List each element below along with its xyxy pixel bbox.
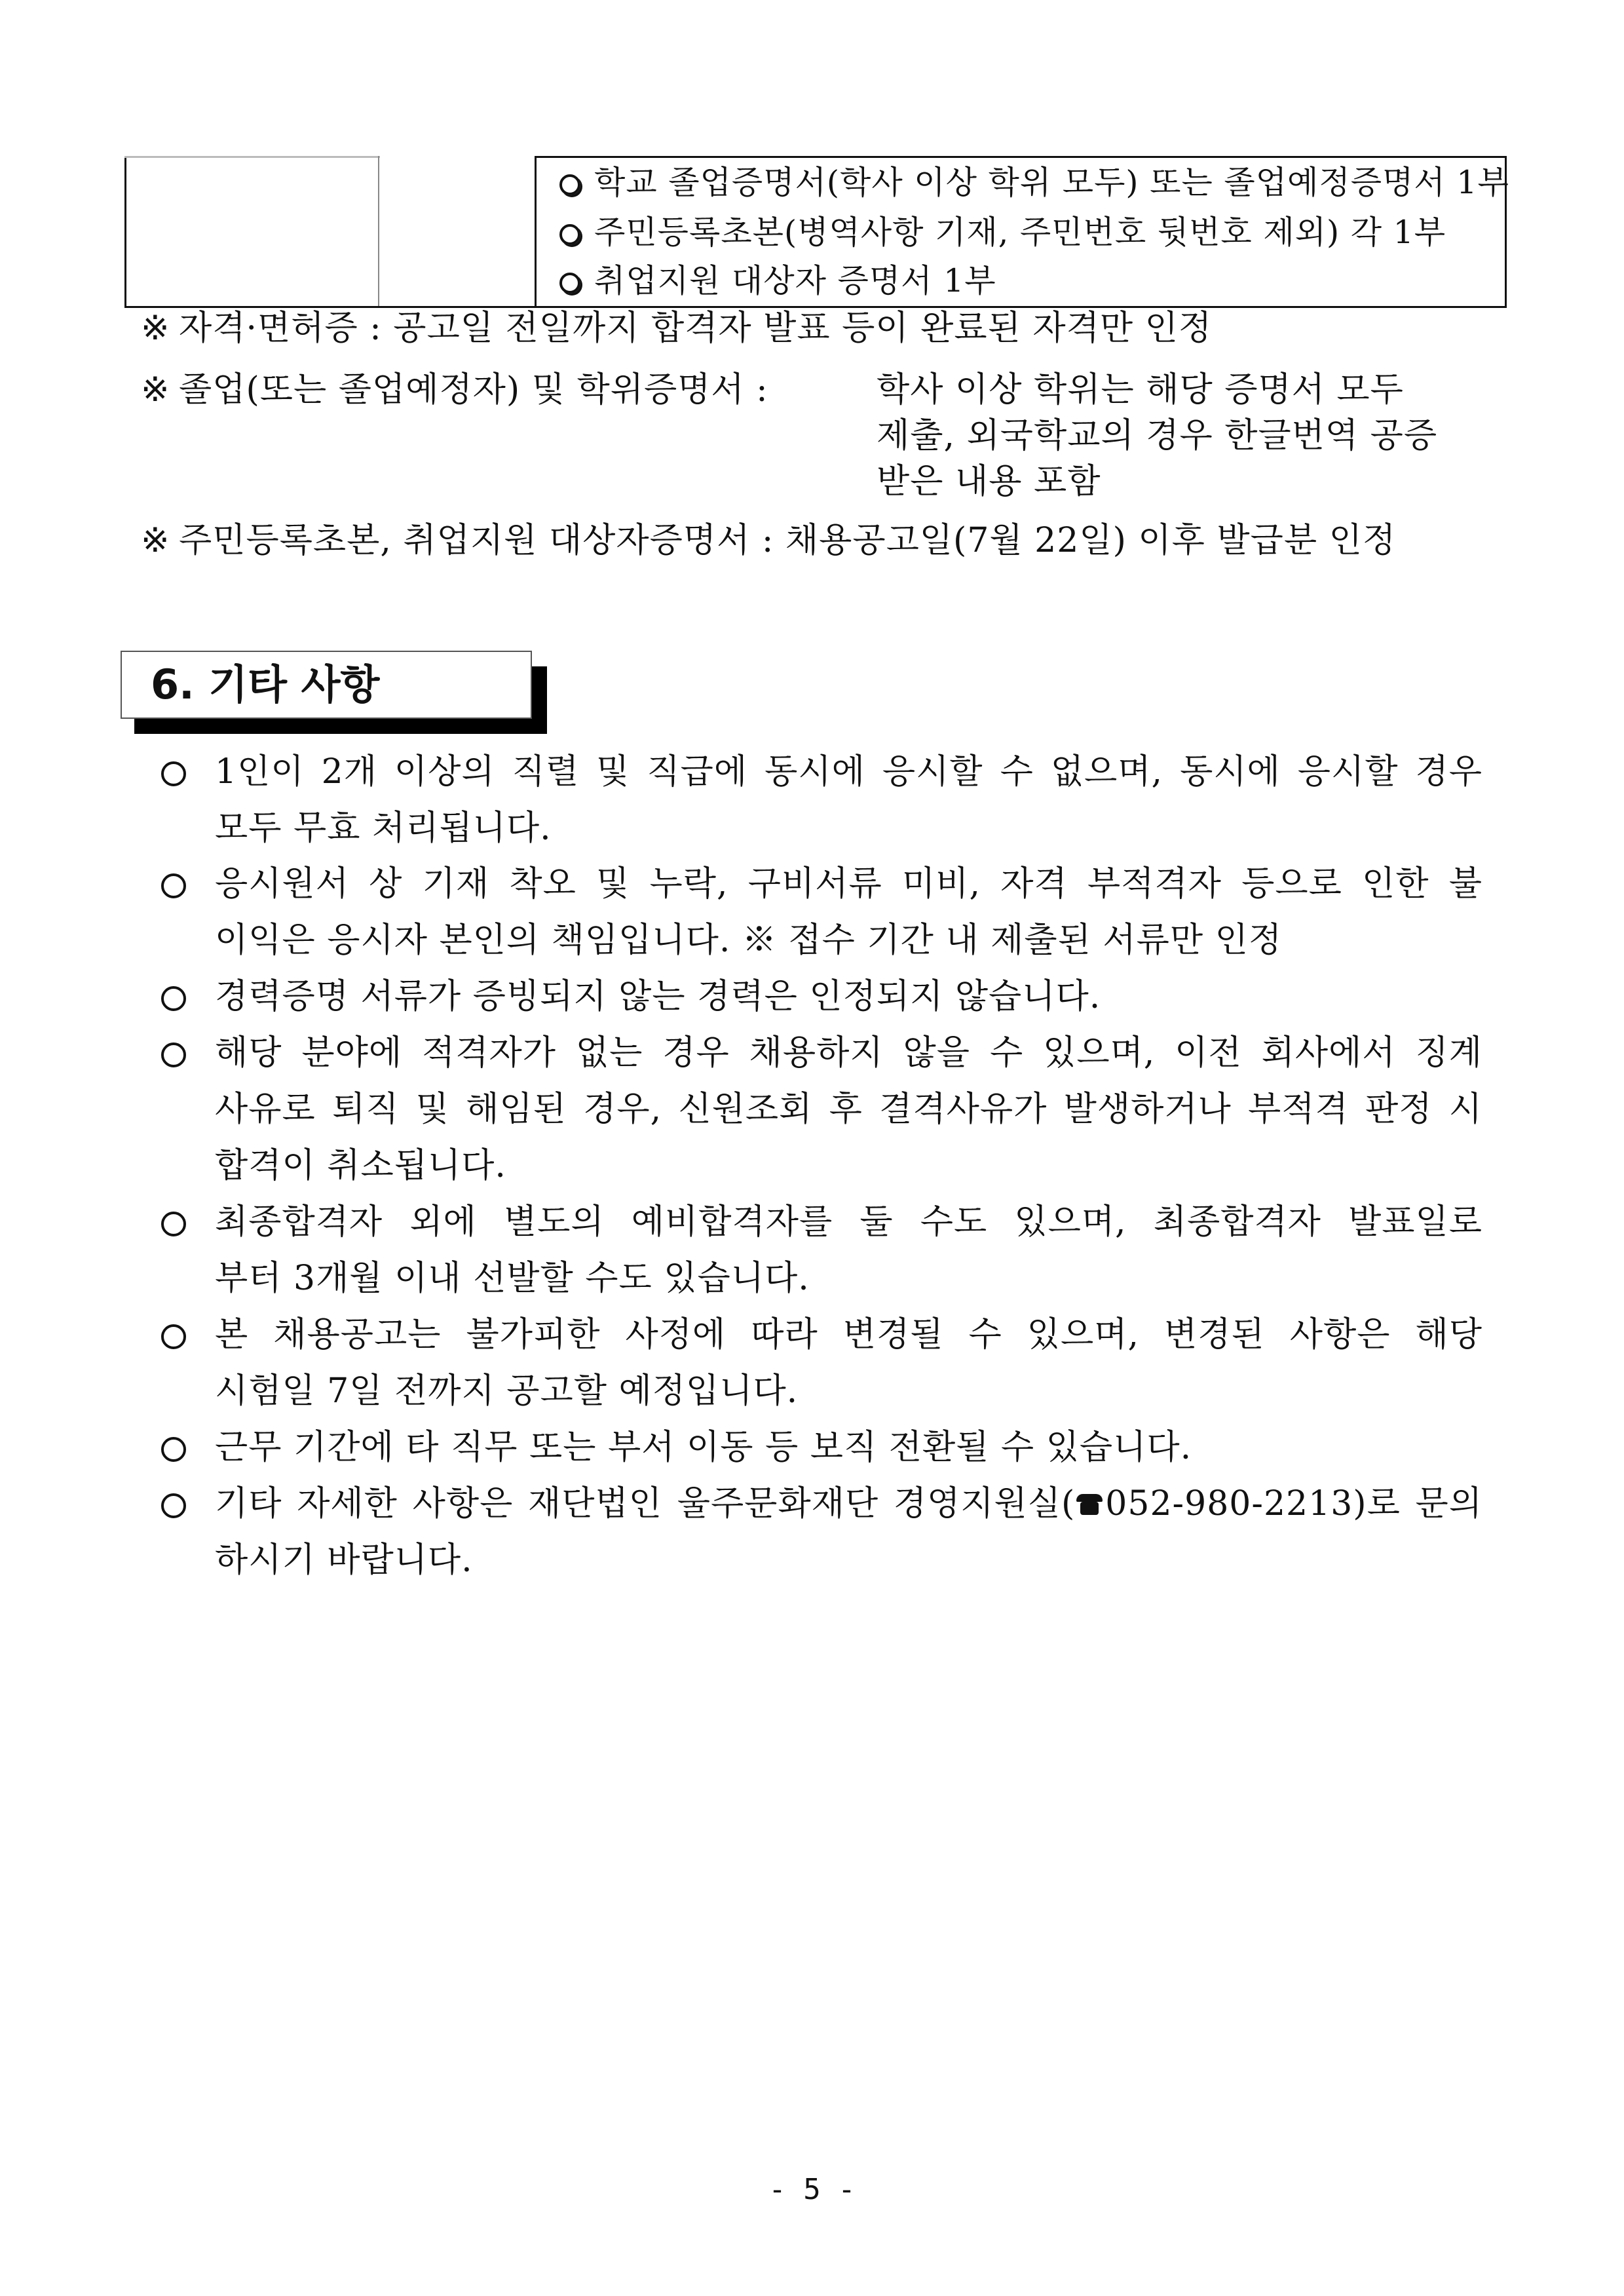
circle-bullet-icon (557, 222, 581, 246)
list-item-line: 경력증명 서류가 증빙되지 않는 경력은 인정되지 않습니다. (215, 977, 1101, 1016)
note-text: 주민등록초본, 취업지원 대상자증명서 : 채용공고일(7월 22일) 이후 발급분 인정 (179, 521, 1397, 560)
list-item-line: 이익은 응시자 본인의 책임입니다. ※ 접수 기간 내 제출된 서류만 인정 (215, 921, 1283, 960)
circle-bullet-icon (161, 986, 186, 1011)
note-graduation-line-1: 학사 이상 학위는 해당 증명서 모두 (877, 370, 1404, 410)
circle-bullet-icon (557, 172, 581, 196)
list-item (215, 744, 1482, 856)
note-graduation-line-3: 받은 내용 포함 (877, 462, 1101, 501)
list-item-text: 기타 자세한 사항은 재단법인 울주문화재단 경영지원실( (215, 1484, 1076, 1523)
list-item (215, 968, 1482, 1025)
list-item (215, 1307, 1482, 1419)
page-number: - 5 - (768, 2173, 856, 2206)
circle-bullet-icon (161, 761, 186, 786)
list-item (215, 1194, 1482, 1307)
list-item-line: 부터 3개월 이내 선발할 수도 있습니다. (215, 1259, 810, 1298)
documents-table (124, 156, 1507, 308)
table-row-text: 학교 졸업증명서(학사 이상 학위 모두) 또는 졸업예정증명서 1부 (594, 164, 1509, 201)
list-item (215, 1476, 1482, 1588)
note-graduation-line-2: 제출, 외국학교의 경우 한글번역 공증 (877, 416, 1438, 455)
circle-bullet-icon (161, 1324, 186, 1349)
circle-bullet-icon (161, 873, 186, 898)
list-item-line: 합격이 취소됩니다. (215, 1146, 506, 1185)
note-text: 자격·면허증 : 공고일 전일까지 합격자 발표 등이 완료된 자격만 인정 (179, 309, 1213, 348)
list-item (215, 1419, 1482, 1476)
list-item-line: 응시원서 상 기재 착오 및 누락, 구비서류 미비, 자격 부적격자 등으로 인한 불 (215, 864, 1482, 904)
note-graduation (141, 367, 768, 413)
circle-bullet-icon (161, 1212, 186, 1236)
list-item-line: 하시기 바랍니다. (215, 1540, 473, 1580)
list-item-line: 1인이 2개 이상의 직렬 및 직급에 동시에 응시할 수 없으며, 동시에 응시할 경우 (215, 752, 1482, 792)
list-item-line: 시험일 7일 전까지 공고할 예정입니다. (215, 1371, 799, 1411)
list-item (215, 856, 1482, 968)
table-cell-empty-1 (126, 156, 379, 306)
list-item-text: )로 문의 (1353, 1484, 1482, 1523)
circle-bullet-icon (161, 1437, 186, 1462)
circle-bullet-icon (161, 1043, 186, 1067)
table-row (557, 163, 1509, 202)
note-label: 졸업(또는 졸업예정자) 및 학위증명서 : (179, 370, 768, 410)
list-item-line: 해당 분야에 적격자가 없는 경우 채용하지 않을 수 있으며, 이전 회사에서 징계 (215, 1033, 1482, 1073)
list-item-line: 본 채용공고는 불가피한 사정에 따라 변경될 수 있으며, 변경된 사항은 해당 (215, 1315, 1482, 1354)
list-item-line (215, 1476, 1482, 1532)
circle-bullet-icon (161, 1493, 186, 1518)
section-header (121, 651, 532, 719)
circle-bullet-icon (557, 271, 581, 294)
phone-number: 052-980-2213 (1105, 1484, 1353, 1523)
telephone-icon (1075, 1493, 1104, 1516)
table-cell-empty-2 (379, 156, 537, 306)
reference-mark: ※ (141, 370, 170, 410)
reference-mark: ※ (141, 309, 170, 348)
note-license (141, 305, 1212, 351)
reference-mark: ※ (141, 521, 170, 560)
list-item (215, 1025, 1482, 1194)
table-row (557, 213, 1446, 252)
table-row-text: 취업지원 대상자 증명서 1부 (594, 262, 996, 299)
list-item-line: 사유로 퇴직 및 해임된 경우, 신원조회 후 결격사유가 발생하거나 부적격 판정 시 (215, 1090, 1482, 1129)
list-item-line: 모두 무효 처리됩니다. (215, 809, 552, 848)
table-row-text: 주민등록초본(병역사항 기재, 주민번호 뒷번호 제외) 각 1부 (594, 214, 1446, 251)
list-item-line: 최종합격자 외에 별도의 예비합격자를 둘 수도 있으며, 최종합격자 발표일로 (215, 1202, 1482, 1242)
list-item-line: 근무 기간에 타 직무 또는 부서 이동 등 보직 전환될 수 있습니다. (215, 1428, 1192, 1467)
table-cell-documents (537, 156, 1509, 306)
section-title: 6. 기타 사항 (151, 660, 380, 708)
note-resident (141, 518, 1396, 564)
table-row (557, 261, 996, 301)
